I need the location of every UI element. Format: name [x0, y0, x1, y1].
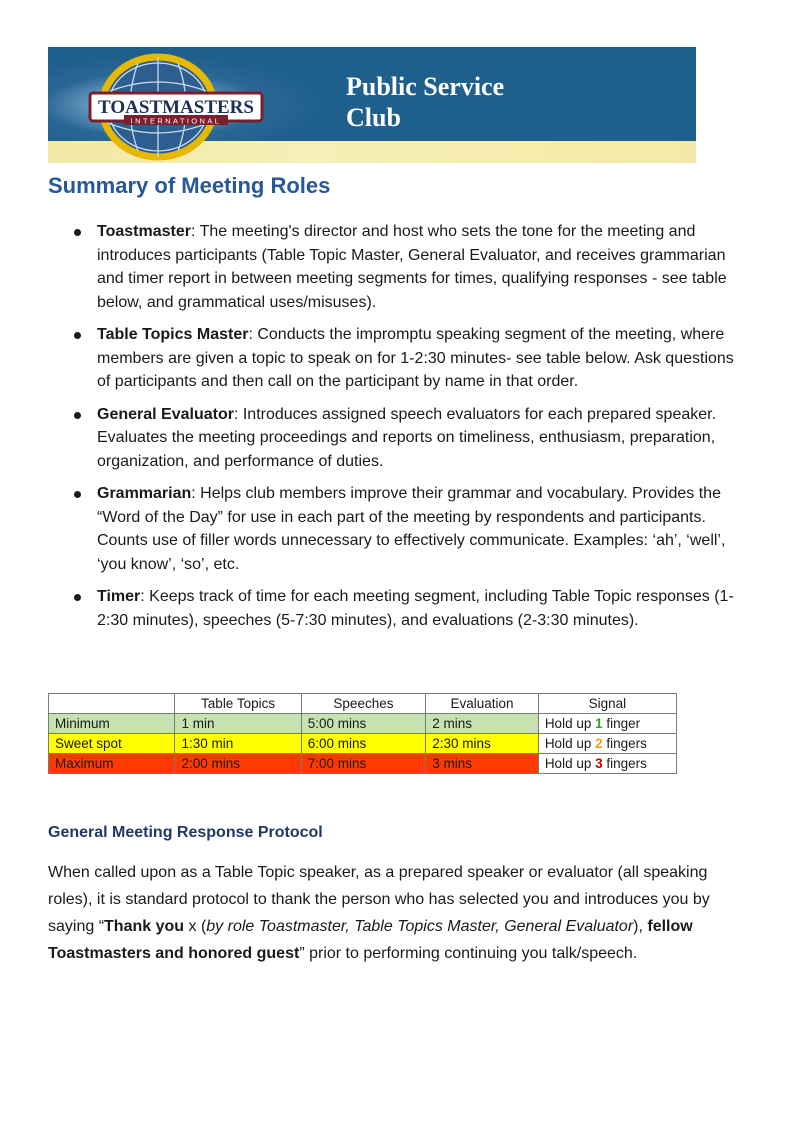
cell-topics: 2:00 mins — [175, 754, 301, 774]
cell-topics: 1 min — [175, 714, 301, 734]
signal-post: fingers — [602, 735, 647, 751]
protocol-text: x ( — [184, 918, 207, 935]
roles-list — [48, 220, 748, 641]
toastmasters-logo-icon — [78, 51, 308, 163]
club-title-line1: Public Service — [346, 72, 505, 101]
protocol-title: General Meeting Response Protocol — [48, 824, 323, 841]
protocol-text: ” prior to performing continuing you talk/speech. — [299, 945, 638, 962]
cell-evaluation: 2 mins — [426, 714, 539, 734]
protocol-text: ), — [633, 918, 648, 935]
bullet-icon — [74, 229, 81, 236]
cell-signal — [538, 754, 676, 774]
cell-topics: 1:30 min — [175, 734, 301, 754]
signal-post: fingers — [602, 755, 647, 771]
cell-speeches: 6:00 mins — [301, 734, 425, 754]
logo-text: TOASTMASTERS — [98, 97, 254, 118]
signal-pre: Hold up — [544, 755, 596, 771]
protocol-bold: fellow Toastmasters and honored guest — [48, 918, 693, 962]
role-desc: : Conducts the impromptu speaking segment of the meeting, where members are given a topic to speak on for 1-2:30 minutes- see table below. Ask questions of participants and then call on the participant by name in that order. — [97, 326, 734, 390]
bullet-icon — [74, 412, 81, 419]
cell-speeches: 5:00 mins — [301, 714, 425, 734]
role-desc: : Keeps track of time for each meeting segment, including Table Topic responses (1-2:30 minutes), speeches (5-7:30 minutes), and evaluations (2-3:30 minutes). — [97, 588, 734, 629]
club-title — [346, 71, 504, 133]
club-title-line2: Club — [346, 103, 401, 132]
table-header-cell — [49, 694, 175, 714]
table-row — [49, 754, 677, 774]
logo-subtext: INTERNATIONAL — [130, 116, 222, 126]
table-header-cell: Signal — [538, 694, 676, 714]
bullet-icon — [74, 594, 81, 601]
signal-pre: Hold up — [544, 715, 596, 731]
role-name: Grammarian — [97, 485, 192, 502]
signal-number: 3 — [595, 755, 603, 771]
list-item — [48, 220, 748, 314]
list-item — [48, 403, 748, 474]
role-name: Table Topics Master — [97, 326, 249, 343]
timing-table — [48, 693, 677, 774]
cell-evaluation: 3 mins — [426, 754, 539, 774]
role-desc: : The meeting's director and host who sets the tone for the meeting and introduces participants (Table Topic Master, General Evaluator, and receives grammarian and timer report in between meeting segments for times, qualifying responses - see table below, and grammatical uses/misuses). — [97, 223, 727, 311]
role-name: General Evaluator — [97, 405, 234, 423]
row-label: Maximum — [49, 754, 175, 774]
signal-pre: Hold up — [544, 735, 596, 751]
signal-number: 1 — [595, 715, 603, 731]
signal-number: 2 — [595, 735, 603, 751]
bullet-icon — [74, 332, 81, 339]
table-header-cell: Evaluation — [426, 694, 539, 714]
cell-signal — [538, 734, 676, 754]
section-title: Summary of Meeting Roles — [48, 173, 331, 198]
cell-speeches: 7:00 mins — [301, 754, 425, 774]
protocol-text: When called upon as a Table Topic speaker, as a prepared speaker or evaluator (all speaking roles), it is standard protocol to thank the person who has selected you and introduces you by saying “ — [48, 864, 710, 935]
list-item — [48, 323, 748, 394]
row-label: Sweet spot — [49, 734, 175, 754]
table-row — [49, 714, 677, 734]
protocol-italic: by role Toastmaster, Table Topics Master, General Evaluator — [206, 918, 634, 935]
table-header-cell: Speeches — [301, 694, 425, 714]
role-desc: : Helps club members improve their grammar and vocabulary. Provides the “Word of the Day” for use in each part of the meeting by respondents and participants. Counts use of filler words unnecessary to effectively communicate. Examples: ‘ah’, ‘well’, ‘you know’, ‘so’, etc. — [97, 485, 726, 573]
role-name: Toastmaster — [97, 223, 191, 240]
role-desc: : Introduces assigned speech evaluators for each prepared speaker. Evaluates the meeting proceedings and reports on timeliness, enthusiasm, preparation, organization, and performance of duties. — [97, 405, 717, 470]
list-item — [48, 482, 748, 576]
table-header-cell: Table Topics — [175, 694, 301, 714]
table-header-row — [49, 694, 677, 714]
protocol-bold: Thank you — [104, 918, 185, 935]
signal-post: finger — [602, 715, 641, 731]
cell-signal — [538, 714, 676, 734]
protocol-paragraph — [48, 859, 748, 967]
row-label: Minimum — [49, 714, 175, 734]
bullet-icon — [74, 491, 81, 498]
header-banner — [48, 47, 696, 163]
cell-evaluation: 2:30 mins — [426, 734, 539, 754]
list-item — [48, 585, 748, 632]
table-row — [49, 734, 677, 754]
role-name: Timer — [97, 588, 141, 605]
